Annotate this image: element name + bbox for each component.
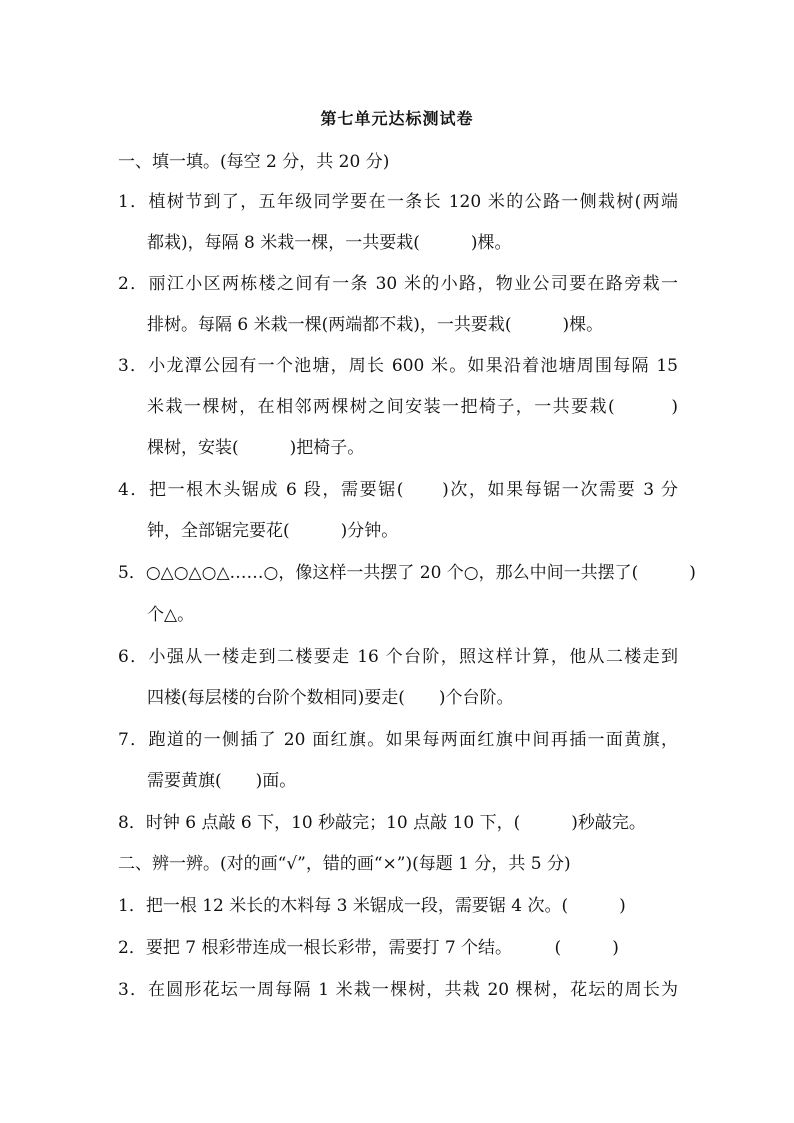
question-5-line-2: 个△。 bbox=[147, 605, 195, 625]
question-5-line-1: 5．○△○△○△……○，像这样一共摆了 20 个○，那么中间一共摆了( ) bbox=[118, 563, 696, 583]
section-heading-judge: 二、辨一辨。(对的画“√”，错的画“×”)(每题 1 分，共 5 分) bbox=[118, 854, 571, 874]
judge-1-line-1: 1．把一根 12 米长的木料每 3 米锯成一段，需要锯 4 次。( ) bbox=[118, 896, 626, 916]
question-8-line-1: 8．时钟 6 点敲 6 下，10 秒敲完；10 点敲 10 下，( )秒敲完。 bbox=[118, 813, 646, 833]
section-heading-fill: 一、填一填。(每空 2 分，共 20 分) bbox=[118, 152, 390, 172]
question-2-line-1: 2．丽江小区两栋楼之间有一条 30 米的小路，物业公司要在路旁栽一 bbox=[118, 274, 678, 294]
question-3-line-3: 棵树，安装( )把椅子。 bbox=[147, 438, 365, 458]
question-3-line-1: 3．小龙潭公园有一个池塘，周长 600 米。如果沿着池塘周围每隔 15 bbox=[118, 356, 678, 376]
judge-3-line-1: 3．在圆形花坛一周每隔 1 米栽一棵树，共栽 20 棵树，花坛的周长为 bbox=[118, 980, 678, 1000]
question-1-line-1: 1．植树节到了，五年级同学要在一条长 120 米的公路一侧栽树(两端 bbox=[118, 192, 678, 212]
question-3-line-2: 米栽一棵树，在相邻两棵树之间安装一把椅子，一共要栽( ) bbox=[147, 397, 678, 417]
page-title: 第七单元达标测试卷 bbox=[320, 109, 474, 128]
question-6-line-1: 6．小强从一楼走到二楼要走 16 个台阶，照这样计算，他从二楼走到 bbox=[118, 647, 678, 667]
question-4-line-2: 钟，全部锯完要花( )分钟。 bbox=[147, 521, 399, 541]
question-4-line-1: 4．把一根木头锯成 6 段，需要锯( )次，如果每锯一次需要 3 分 bbox=[118, 480, 678, 500]
question-6-line-2: 四楼(每层楼的台阶个数相同)要走( )个台阶。 bbox=[147, 688, 514, 708]
judge-2-line-1: 2．要把 7 根彩带连成一根长彩带，需要打 7 个结。 ( ) bbox=[118, 938, 619, 958]
question-7-line-1: 7．跑道的一侧插了 20 面红旗。如果每两面红旗中间再插一面黄旗， bbox=[118, 730, 678, 750]
question-1-line-2: 都栽)，每隔 8 米栽一棵，一共要栽( )棵。 bbox=[147, 233, 512, 253]
question-7-line-2: 需要黄旗( )面。 bbox=[147, 771, 297, 791]
question-2-line-2: 排树。每隔 6 米栽一棵(两端都不栽)，一共要栽( )棵。 bbox=[147, 315, 604, 335]
